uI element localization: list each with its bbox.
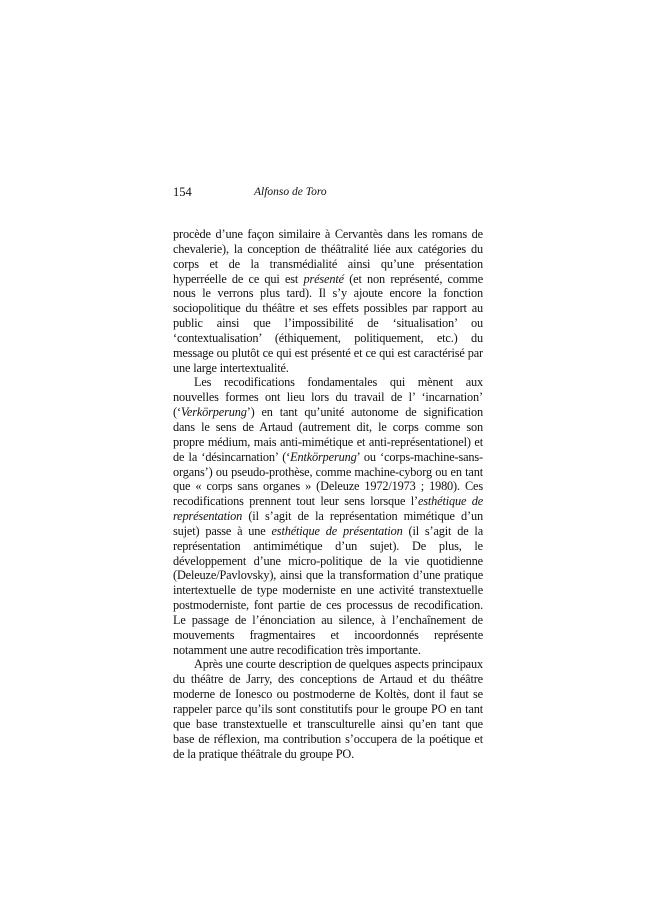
- paragraph-3: [173, 657, 483, 761]
- paragraph-2-text: ’) en tant qu’unité autonome de signification dans le sens de Artaud (autrement dit, le corps comme son propre médium, mais anti-mimétique et anti-représentationel) et de la ‘désincarnation’ (‘: [173, 405, 483, 464]
- paragraph-1: [173, 227, 483, 375]
- paragraph-2-emphasis: Entkörperung: [290, 449, 357, 464]
- paragraph-2-text: Les recodifications fondamentales qui mènent aux nouvelles formes ont lieu lors du travail de l’ ‘incarnation’ (‘: [173, 375, 483, 420]
- page-number: 154: [173, 185, 192, 199]
- paragraph-2-text: (il s’agit de la représentation antimimétique d’un sujet). De plus, le développement d’une micro-politique de la vie quotidienne (Deleuze/Pavlovsky), ainsi que la transformation d’une pratique intertextuelle de type moderniste en une activité transtextuelle postmoderniste, font partie de ces processus de recodification. Le passage de l’énonciation au silence, à l’enchaînement de mouvements fragmentaires et incoordonnés représente notamment une autre recodification très importante.: [173, 523, 483, 657]
- paragraph-1-text: procède d’une façon similaire à Cervantès dans les romans de chevalerie), la conception de théâtralité liée aux catégories du corps et de la transmédialité ainsi qu’une présentation hyperréelle de ce qui est: [173, 227, 483, 286]
- paragraph-1-emphasis: présenté: [303, 271, 344, 286]
- paragraph-2: [173, 375, 483, 657]
- page-header: [173, 183, 483, 201]
- body-text: [173, 227, 483, 761]
- paragraph-2-emphasis: esthétique de présentation: [271, 523, 403, 538]
- paragraph-1-text: (et non représenté, comme nous le verrons plus tard). Il s’y ajoute encore la fonction sociopolitique du théâtre et ses effets possibles par rapport au public ainsi que l’impossibilité de ‘situalisation’ ou ‘contextualisation’ (éthiquement, politiquement, etc.) du message ou plutôt ce qui est présenté et ce qui est caractérisé par une large intertextualité.: [173, 271, 483, 375]
- paragraph-2-text: (il s’agit de la représentation mimétique d’un sujet) passe à une: [173, 509, 483, 538]
- paragraph-3-text: Après une courte description de quelques aspects principaux du théâtre de Jarry, des conceptions de Artaud et du théâtre moderne de Ionesco ou postmoderne de Koltès, dont il faut se rappeler parce qu’ils sont constitutifs pour le groupe PO en tant que base transtextuelle et transculturelle ainsi qu’en tant que base de réflexion, ma contribution s’occupera de la poétique et de la pratique théâtrale du groupe PO.: [173, 657, 483, 761]
- paragraph-2-emphasis: esthétique de représentation: [173, 494, 483, 524]
- running-head-author: Alfonso de Toro: [254, 186, 327, 198]
- paragraph-2-emphasis: Verkörperung: [180, 405, 247, 420]
- paragraph-2-text: ’ ou ‘corps-machine-sans-organs’) ou pseudo-prothèse, comme machine-cyborg ou en tant que « corps sans organes » (Deleuze 1972/1973 ; 1980). Ces recodifications prennent tout leur sens lorsque l’: [173, 449, 483, 509]
